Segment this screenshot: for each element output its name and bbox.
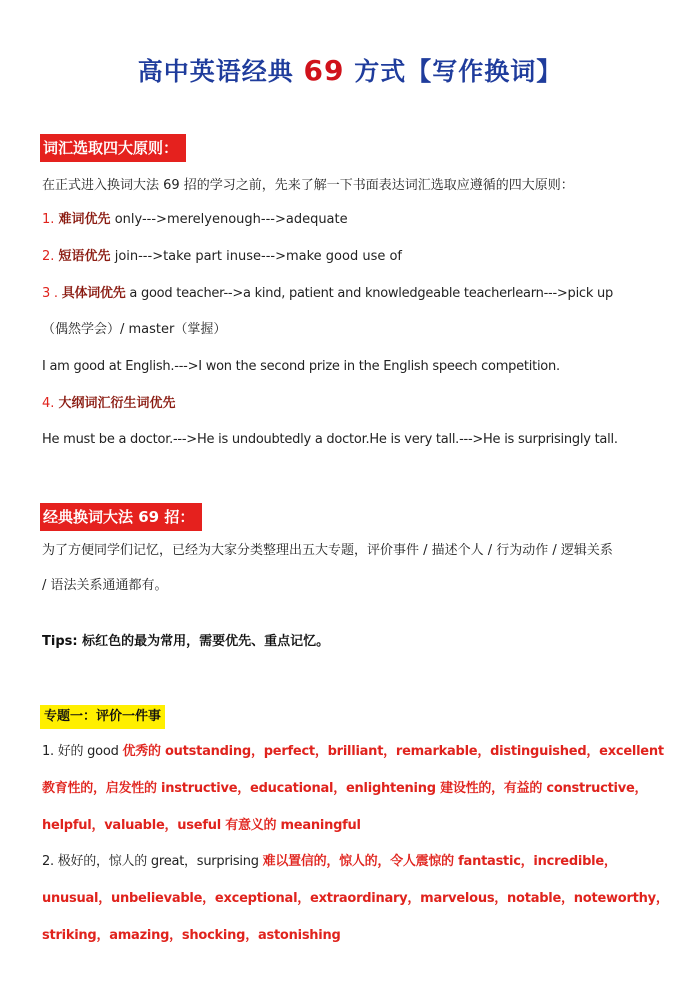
- principle-1: [42, 211, 680, 229]
- methods-intro-line-2: / 语法关系通通都有。: [42, 578, 168, 593]
- principle-2: [42, 248, 680, 266]
- item-2-synonyms-1: 难以置信的，惊人的，令人震惊的 fantastic，incredible，: [262, 854, 617, 869]
- principle-3-number: 3 .: [42, 286, 58, 301]
- topic-1-item-1-line-1: [42, 743, 680, 761]
- title-suffix: 方式【写作换词】: [354, 57, 563, 86]
- principle-2-text: join--->take part inuse--->make good use of: [114, 249, 403, 264]
- tips-note: Tips: 标红色的最为常用，需要优先、重点记忆。: [42, 634, 330, 649]
- topic-1-item-2-line-2: unusual，unbelievable，exceptional，extraordinary，marvelous，notable，noteworthy，: [42, 891, 669, 906]
- methods-intro-line-1: 为了方便同学们记忆，已经为大家分类整理出五大专题，评价事件 / 描述个人 / 行为动作 / 逻辑关系: [42, 543, 613, 558]
- principle-1-text: only--->merelyenough--->adequate: [114, 212, 348, 227]
- principle-3: [42, 285, 680, 303]
- principle-3-text: a good teacher-->a kind, patient and knowledgeable teacherlearn--->pick up: [129, 286, 613, 301]
- principle-3-label: 具体词优先: [61, 286, 126, 301]
- topic-1-item-1-line-3: helpful，valuable，useful 有意义的 meaningful: [42, 818, 361, 833]
- item-1-synonyms-1: 优秀的 outstanding，perfect，brilliant，remarkable，distinguished，excellent: [122, 744, 664, 759]
- principle-4-label: 大纲词汇衍生词优先: [58, 396, 176, 411]
- title-number: 69: [303, 54, 345, 87]
- item-2-lead: 2. 极好的，惊人的 great，surprising: [42, 854, 263, 869]
- principle-2-number: 2.: [42, 249, 55, 264]
- section-banner-methods: 经典换词大法 69 招：: [40, 503, 202, 531]
- principles-intro: 在正式进入换词大法 69 招的学习之前，先来了解一下书面表达词汇选取应遵循的四大原则：: [42, 178, 574, 193]
- principle-4: [42, 395, 680, 413]
- topic-1-item-2-line-1: [42, 853, 680, 871]
- section-banner-principles: 词汇选取四大原则：: [40, 134, 186, 162]
- topic-1-heading: 专题一：评价一件事: [40, 705, 165, 729]
- title-prefix: 高中英语经典: [137, 57, 294, 86]
- principle-2-label: 短语优先: [58, 249, 111, 264]
- item-1-lead: 1. 好的 good: [42, 744, 123, 759]
- principle-1-label: 难词优先: [58, 212, 111, 227]
- principle-4-example: He must be a doctor.--->He is undoubtedly a doctor.He is very tall.--->He is surprisingly tall.: [42, 432, 618, 447]
- principle-3-example: I am good at English.--->I won the second prize in the English speech competition.: [42, 359, 560, 374]
- principle-3-continued: （偶然学会）/ master（掌握）: [42, 322, 227, 337]
- topic-1-item-2-line-3: striking，amazing，shocking，astonishing: [42, 928, 341, 943]
- principle-4-number: 4.: [42, 396, 55, 411]
- principle-1-number: 1.: [42, 212, 55, 227]
- page-title: [0, 52, 700, 88]
- topic-1-item-1-line-2: 教育性的，启发性的 instructive，educational，enlightening 建设性的，有益的 constructive，: [42, 781, 648, 796]
